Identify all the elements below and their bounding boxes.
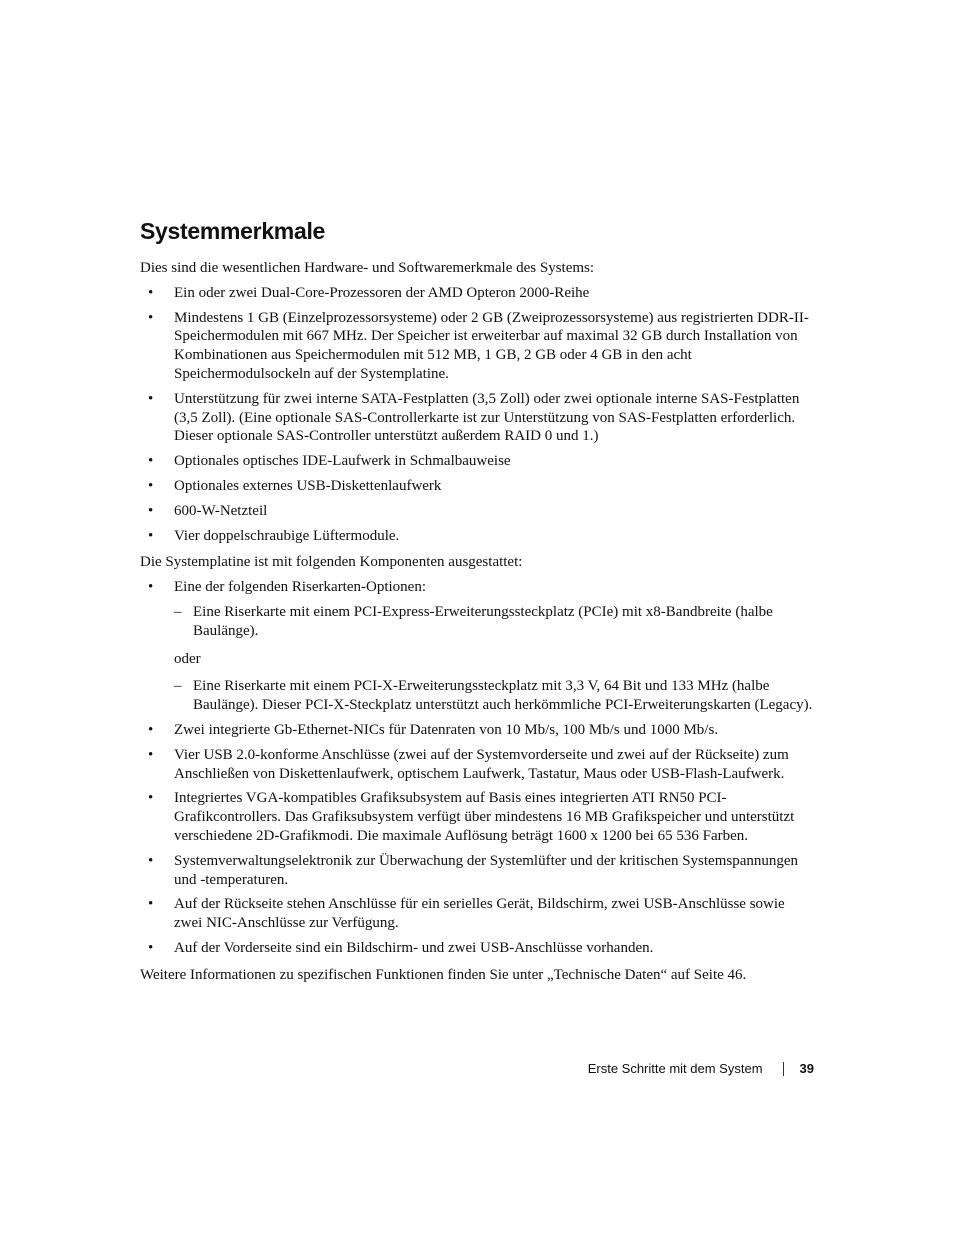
bullet: • [148, 852, 154, 869]
bullet: • [148, 746, 154, 763]
content-area [140, 217, 816, 989]
list-item [140, 284, 816, 303]
list-item [140, 939, 816, 958]
dash: – [174, 603, 182, 620]
list-item-text: Vier doppelschraubige Lüftermodule. [174, 527, 400, 544]
list-item [140, 502, 816, 521]
page-number: 39 [799, 1061, 814, 1076]
list-item-riser [140, 578, 816, 715]
bullet: • [148, 284, 154, 301]
footer-chapter-title: Erste Schritte mit dem System [587, 1061, 763, 1076]
list-item-text: Zwei integrierte Gb-Ethernet-NICs für Datenraten von 10 Mb/s, 100 Mb/s und 1000 Mb/s. [174, 721, 719, 738]
list-item-text: Vier USB 2.0-konforme Anschlüsse (zwei auf der Systemvorderseite und zwei auf der Rückseite) zum Anschließen von Diskettenlaufwerk, optischem Laufwerk, Tastatur, Maus oder USB-Flash-Laufwerk. [174, 746, 789, 782]
list-item [140, 721, 816, 740]
riser-option [174, 603, 816, 641]
footer-divider [783, 1062, 784, 1076]
bullet: • [148, 477, 154, 494]
riser-option [174, 677, 816, 715]
list-item [140, 789, 816, 845]
list-item-text: 600-W-Netzteil [174, 502, 268, 519]
list-item-text: Auf der Vorderseite sind ein Bildschirm- und zwei USB-Anschlüsse vorhanden. [174, 939, 654, 956]
list-item-text: Optionales optisches IDE-Laufwerk in Schmalbauweise [174, 453, 511, 470]
list-item [140, 309, 816, 384]
board-intro-text: Die Systemplatine ist mit folgenden Komponenten ausgestattet: [140, 554, 523, 571]
bullet: • [148, 453, 154, 470]
list-item [140, 527, 816, 546]
list-item-text: Mindestens 1 GB (Einzelprozessorsysteme) oder 2 GB (Zweiprozessorsysteme) aus registrierten DDR-II-Speichermodulen mit 667 MHz. Der Speicher ist erweiterbar auf maximal 32 GB durch Installation von Kombinationen aus Speichermodulen mit 512 MB, 1 GB, 2 GB oder 4 GB in den acht Speichermodulsockeln auf der Systemplatine. [174, 309, 809, 382]
page-footer [588, 1061, 814, 1076]
component-list [140, 578, 816, 958]
bullet: • [148, 309, 154, 326]
list-item [140, 452, 816, 471]
bullet: • [148, 527, 154, 544]
bullet: • [148, 790, 154, 807]
dash: – [174, 678, 182, 695]
riser-intro-text: Eine der folgenden Riserkarten-Optionen: [174, 579, 426, 596]
page-title: Systemmerkmale [140, 218, 326, 244]
list-item-text: Integriertes VGA-kompatibles Grafiksubsystem auf Basis eines integrierten ATI RN50 PCI-Grafikcontrollers. Das Grafiksubsystem verfügt über mindestens 16 MB Grafikspeicher und unterstützt verschiedene 2D-Grafikmodi. Die maximale Auflösung beträgt 1600 x 1200 bei 65 536 Farben. [174, 790, 795, 844]
list-item-text: Ein oder zwei Dual-Core-Prozessoren der AMD Opteron 2000-Reihe [174, 284, 590, 301]
riser-option-list [174, 603, 816, 641]
list-item [140, 390, 816, 446]
list-item-text: Unterstützung für zwei interne SATA-Festplatten (3,5 Zoll) oder zwei optionale interne SAS-Festplatten (3,5 Zoll). (Eine optionale SAS-Controllerkarte ist zur Unterstützung von SAS-Festplatten erforderlich. Dieser optionale SAS-Controller unterstützt außerdem RAID 0 und 1.) [174, 390, 800, 445]
list-item-text: Systemverwaltungselektronik zur Überwachung der Systemlüfter und der kritischen Systemspannungen und -temperaturen. [174, 852, 799, 888]
closing-text: Weitere Informationen zu spezifischen Funktionen finden Sie unter „Technische Daten“ auf Seite 46. [140, 966, 747, 983]
bullet: • [148, 896, 154, 913]
intro-text: Dies sind die wesentlichen Hardware- und Softwaremerkmale des Systems: [140, 260, 595, 276]
list-item [140, 746, 816, 784]
bullet: • [148, 390, 154, 407]
list-item [140, 852, 816, 890]
riser-option-text: Eine Riserkarte mit einem PCI-X-Erweiterungssteckplatz mit 3,3 V, 64 Bit und 133 MHz (halbe Baulänge). Dieser PCI-X-Steckplatz unterstützt auch herkömmliche PCI-Erweiterungskarten (Legacy). [193, 678, 813, 714]
bullet: • [148, 721, 154, 738]
bullet: • [148, 502, 154, 519]
list-item [140, 895, 816, 933]
list-item [140, 477, 816, 496]
bullet: • [148, 579, 154, 596]
riser-option-text: Eine Riserkarte mit einem PCI-Express-Erweiterungssteckplatz (PCIe) mit x8-Bandbreite (halbe Baulänge). [193, 603, 773, 639]
feature-list [140, 284, 816, 546]
or-text: oder [174, 650, 201, 667]
list-item-text: Optionales externes USB-Diskettenlaufwerk [174, 477, 442, 494]
riser-option-list [174, 677, 816, 715]
list-item-text: Auf der Rückseite stehen Anschlüsse für ein serielles Gerät, Bildschirm, zwei USB-Anschlüsse sowie zwei NIC-Anschlüsse zur Verfügung. [174, 896, 785, 932]
bullet: • [148, 939, 154, 956]
